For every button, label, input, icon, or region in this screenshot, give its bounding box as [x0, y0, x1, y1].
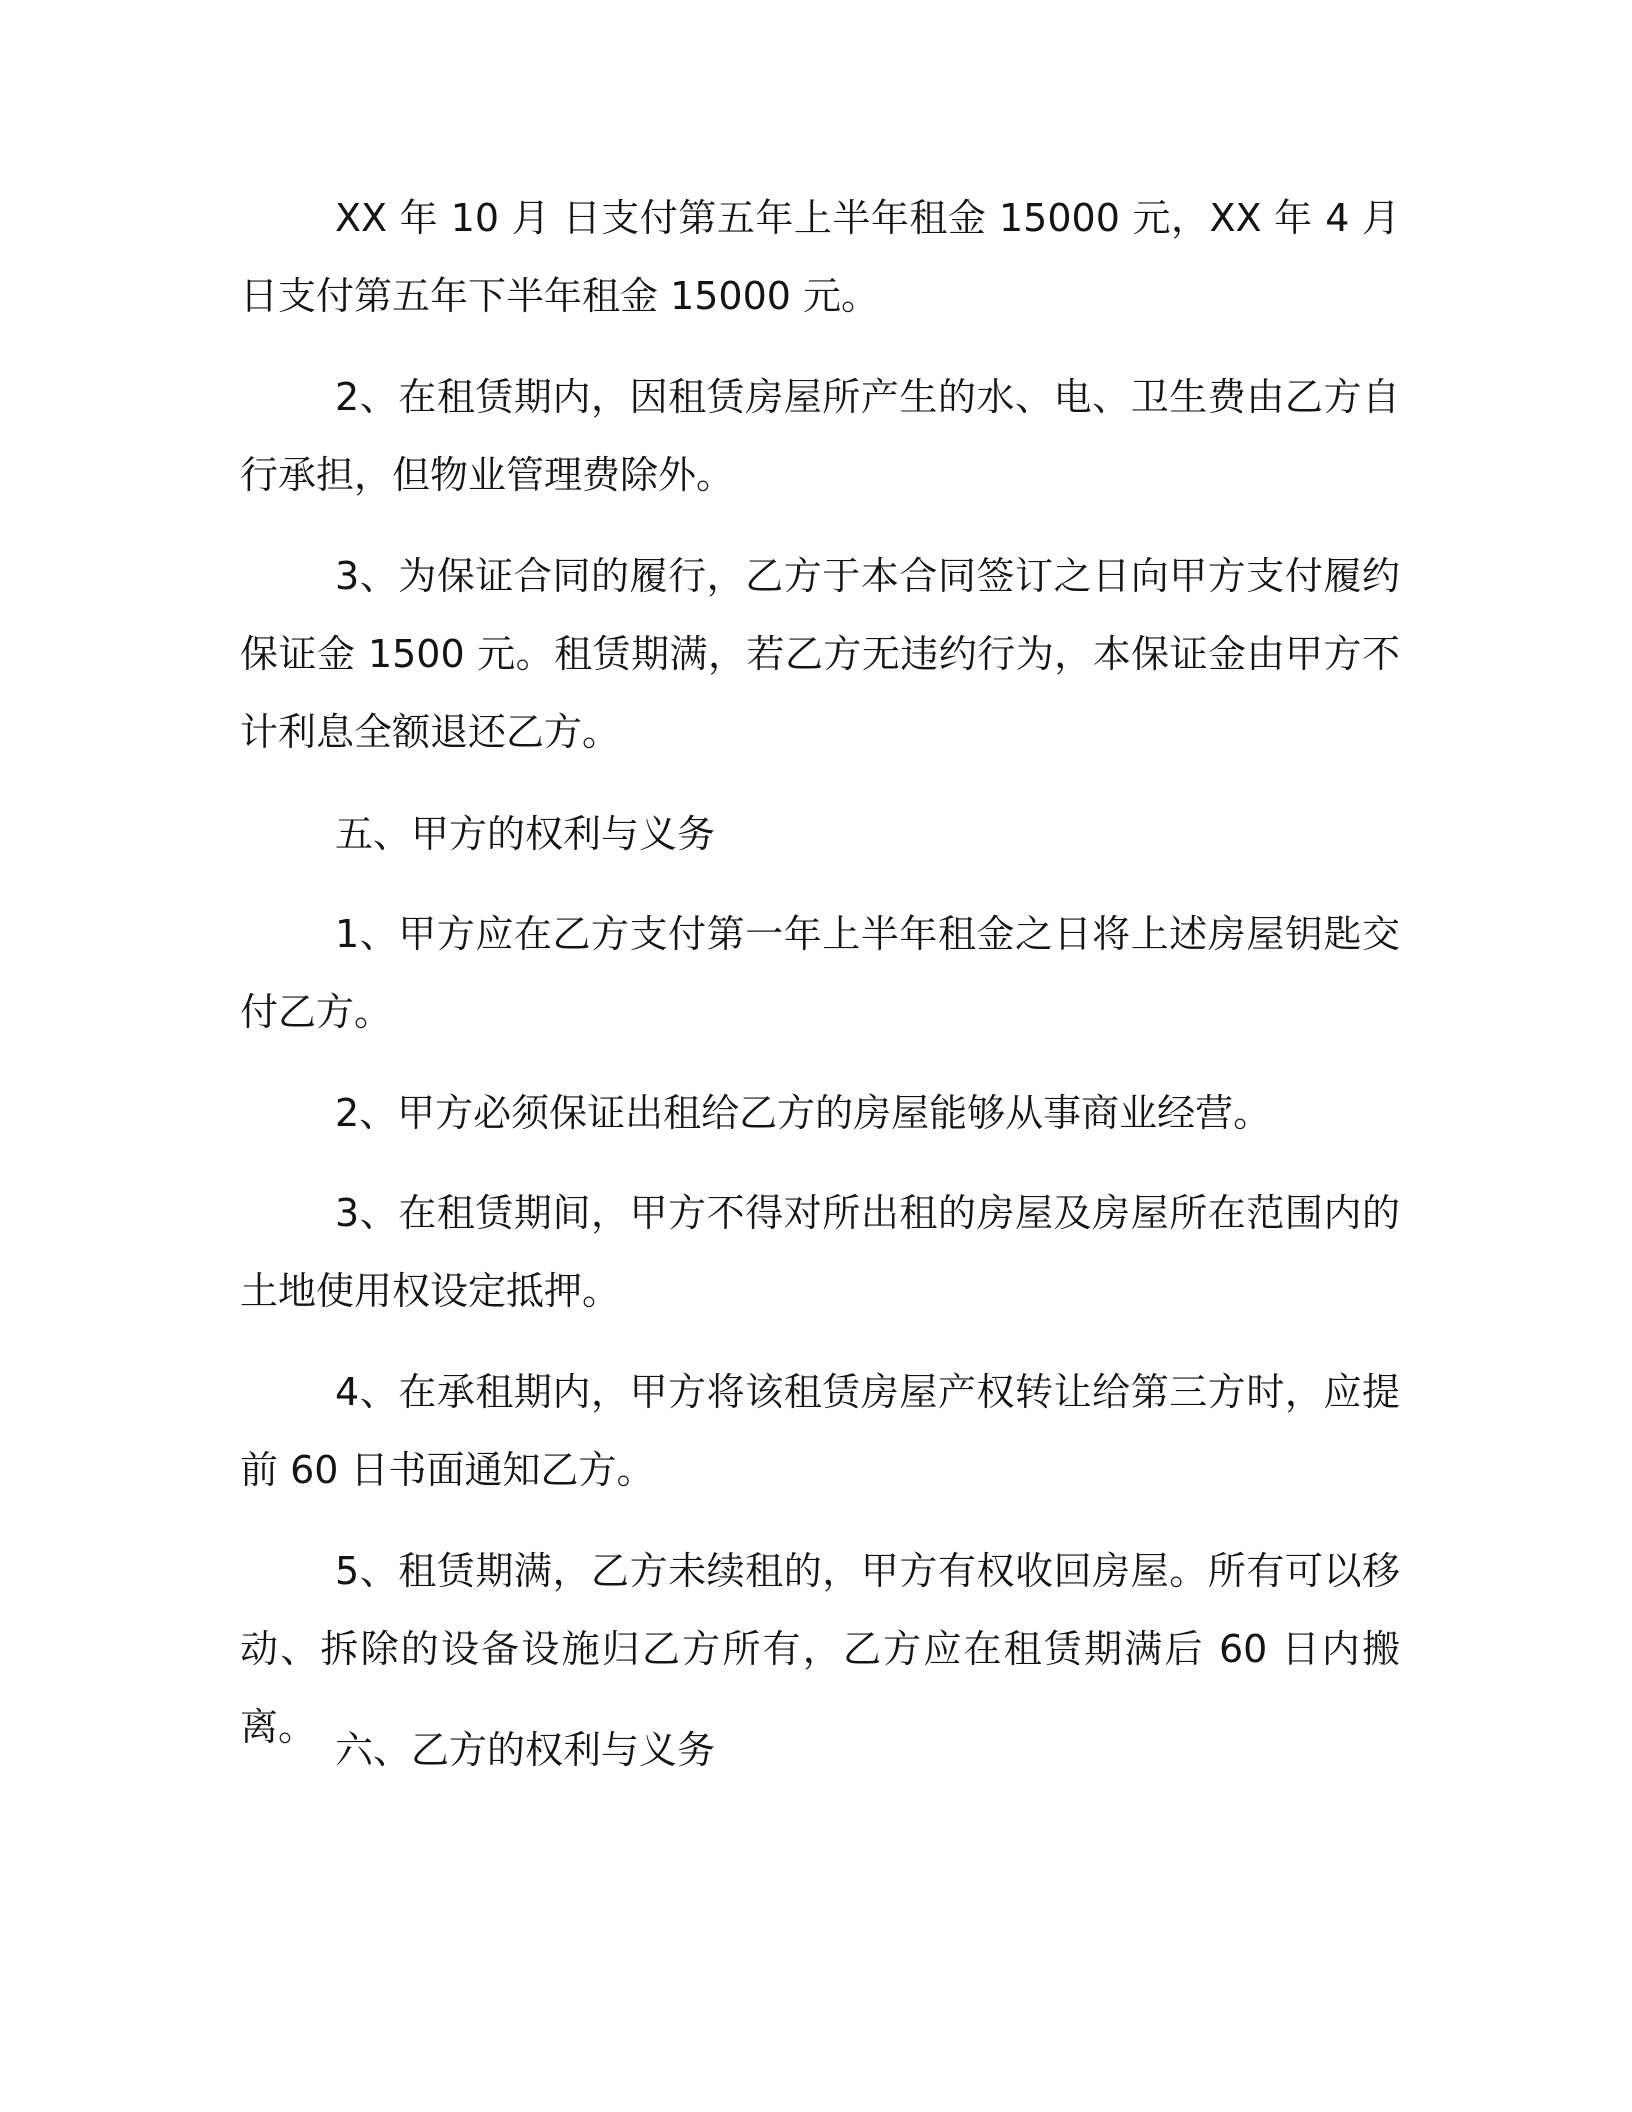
paragraph-lessor-3: 3、在租赁期间，甲方不得对所出租的房屋及房屋所在范围内的土地使用权设定抵押。	[240, 1191, 1400, 1313]
section-heading-lessor-rights: 五、甲方的权利与义务	[335, 812, 716, 856]
paragraph-utilities: 2、在租赁期内，因租赁房屋所产生的水、电、卫生费由乙方自行承担，但物业管理费除外。	[240, 375, 1400, 497]
paragraph-lessor-4: 4、在承租期内，甲方将该租赁房屋产权转让给第三方时，应提前 60 日书面通知乙方。	[240, 1370, 1400, 1492]
section-heading-lessee-rights: 六、乙方的权利与义务	[335, 1728, 716, 1772]
paragraph-lessor-1: 1、甲方应在乙方支付第一年上半年租金之日将上述房屋钥匙交付乙方。	[240, 912, 1400, 1034]
paragraph-deposit: 3、为保证合同的履行，乙方于本合同签订之日向甲方支付履约保证金 1500 元。租赁期满，若乙方无违约行为，本保证金由甲方不计利息全额退还乙方。	[240, 554, 1400, 754]
paragraph-rent-payment-year5: XX 年 10 月 日支付第五年上半年租金 15000 元，XX 年 4 月 日支付第五年下半年租金 15000 元。	[240, 196, 1400, 318]
paragraph-lessor-2: 2、甲方必须保证出租给乙方的房屋能够从事商业经营。	[335, 1091, 1272, 1135]
paragraph-lessor-5: 5、租赁期满，乙方未续租的，甲方有权收回房屋。所有可以移动、拆除的设备设施归乙方所有，乙方应在租赁期满后 60 日内搬离。	[240, 1549, 1400, 1749]
